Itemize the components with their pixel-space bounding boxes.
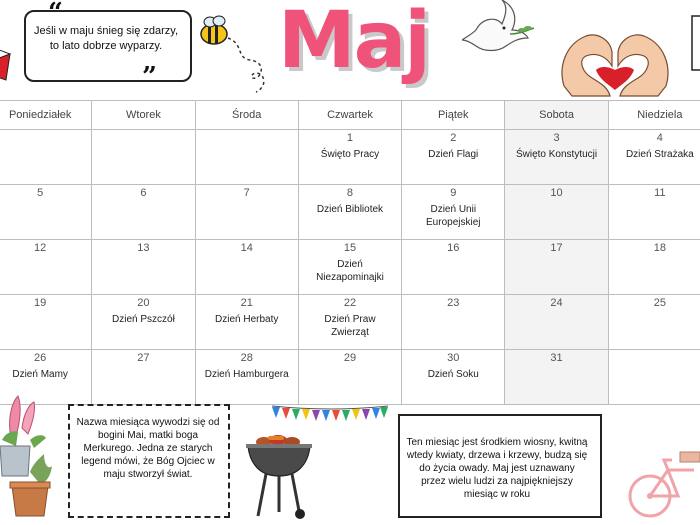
day-event [196, 256, 298, 258]
day-event: Dzień Praw Zwierząt [324, 314, 376, 338]
day-event: Dzień Hamburgera [204, 369, 289, 380]
fact-text-right: Ten miesiąc jest środkiem wiosny, kwitną wtedy kwiaty, drzewa i krzewy, budzą się do życia owady. Maj jest uznawany przez wielu ludzi za najpiękniejszy miesiąc w roku [406, 437, 588, 500]
day-cell [92, 350, 195, 405]
day-number: 27 [137, 352, 150, 364]
day-cell [402, 185, 505, 240]
day-number: 4 [656, 132, 663, 144]
weekday-thursday: Czwartek [298, 101, 401, 130]
day-number: 3 [553, 132, 560, 144]
week-row [0, 350, 700, 405]
week-row [0, 130, 700, 185]
day-cell [608, 185, 700, 240]
weekday-monday: Poniedziałek [0, 101, 92, 130]
day-number: 16 [447, 242, 460, 254]
day-event: Dzień Unii Europejskiej [426, 204, 481, 228]
day-event: Dzień Flagi [428, 149, 479, 160]
day-cell [92, 185, 195, 240]
day-event [609, 256, 700, 258]
day-number: 25 [653, 297, 666, 309]
day-event: Dzień Soku [427, 369, 479, 380]
day-cell [608, 130, 700, 185]
day-number: 1 [346, 132, 354, 144]
week-row [0, 240, 700, 295]
day-cell [298, 240, 401, 295]
day-cell [92, 240, 195, 295]
day-event [92, 146, 194, 148]
day-event [196, 201, 298, 203]
day-event: Dzień Niezapominajki [316, 259, 384, 283]
day-number: 20 [137, 297, 150, 309]
open-quote-icon: “ [48, 0, 63, 28]
day-number: 31 [550, 352, 563, 364]
day-cell [195, 130, 298, 185]
barbecue-grill-icon [242, 432, 316, 525]
day-cell [505, 130, 608, 185]
day-number: 21 [240, 297, 253, 309]
day-number: 26 [34, 352, 47, 364]
page-title: Maj [278, 0, 429, 86]
day-number: 11 [654, 187, 666, 199]
weekday-tuesday: Wtorek [92, 101, 195, 130]
day-number: 13 [137, 242, 150, 254]
day-cell [195, 185, 298, 240]
weekday-saturday: Sobota [505, 101, 608, 130]
frame-decoration-icon [690, 14, 700, 79]
day-cell [608, 295, 700, 350]
day-cell [298, 185, 401, 240]
day-event: Dzień Strażaka [625, 149, 694, 160]
day-number: 29 [343, 352, 357, 364]
day-event [609, 366, 700, 368]
close-quote-icon: ” [142, 62, 157, 92]
day-event: Święto Konstytucji [515, 149, 598, 160]
day-number [609, 352, 700, 366]
day-cell [505, 240, 608, 295]
day-event [92, 256, 194, 258]
day-event: Dzień Bibliotek [316, 204, 384, 215]
day-number [196, 132, 298, 146]
flower-pot-icon [0, 392, 60, 525]
day-cell [402, 295, 505, 350]
day-number: 5 [37, 187, 44, 199]
day-event [0, 311, 91, 313]
day-cell [0, 185, 92, 240]
weekday-wednesday: Środa [195, 101, 298, 130]
day-cell [402, 350, 505, 405]
day-cell [195, 295, 298, 350]
day-number [92, 132, 194, 146]
day-event [0, 201, 91, 203]
day-number: 8 [346, 187, 354, 199]
day-event: Dzień Mamy [12, 369, 68, 380]
day-cell [0, 295, 92, 350]
day-event [196, 146, 298, 148]
day-number: 28 [240, 352, 253, 364]
day-event [92, 366, 194, 368]
day-cell [195, 240, 298, 295]
day-event [505, 311, 607, 313]
day-cell [92, 295, 195, 350]
day-event: Święto Pracy [320, 149, 380, 160]
week-row [0, 295, 700, 350]
day-number [0, 132, 91, 146]
day-cell [505, 350, 608, 405]
day-number: 14 [240, 242, 253, 254]
day-event [505, 366, 607, 368]
heart-hands-icon [556, 26, 674, 103]
day-event [609, 201, 700, 203]
weekday-header-row [0, 101, 700, 130]
day-event [609, 311, 700, 313]
dove-icon [462, 0, 536, 71]
bicycle-icon [624, 440, 700, 525]
day-number: 19 [34, 297, 47, 309]
day-event [92, 201, 194, 203]
day-number: 10 [550, 187, 563, 199]
bee-icon [196, 14, 286, 99]
day-event [0, 256, 91, 258]
day-number: 12 [34, 242, 47, 254]
day-number: 18 [653, 242, 666, 254]
flag-icon [0, 46, 14, 91]
day-event: Dzień Herbaty [215, 314, 279, 325]
day-number: 17 [550, 242, 563, 254]
day-event: Dzień Pszczół [112, 314, 175, 325]
quote-text: Jeśli w maju śnieg się zdarzy, to lato dobrze wyparzy. [33, 25, 179, 52]
day-number: 6 [140, 187, 147, 199]
day-cell [92, 130, 195, 185]
bunting-flags-icon [272, 404, 392, 429]
day-event [402, 311, 504, 313]
day-event [0, 146, 91, 148]
day-number: 7 [243, 187, 250, 199]
day-number: 2 [450, 132, 457, 144]
day-number: 22 [343, 297, 357, 309]
day-cell [195, 350, 298, 405]
day-cell [402, 240, 505, 295]
day-event [505, 256, 607, 258]
day-event [402, 256, 504, 258]
fact-text-left: Nazwa miesiąca wywodzi się od bogini Mai, matki boga Merkurego. Jedna ze starych legend mówi, że Bóg Ojciec w maju stworzył świat. [76, 417, 220, 480]
weekday-sunday: Niedziela [608, 101, 700, 130]
day-number: 23 [447, 297, 460, 309]
day-number: 15 [343, 242, 357, 254]
day-event [299, 366, 401, 368]
day-number: 30 [447, 352, 460, 364]
day-cell [0, 130, 92, 185]
day-cell [298, 130, 401, 185]
day-number: 24 [550, 297, 563, 309]
day-cell [608, 350, 700, 405]
day-cell [505, 295, 608, 350]
day-cell [608, 240, 700, 295]
day-cell [0, 240, 92, 295]
day-event [505, 201, 607, 203]
day-cell [505, 185, 608, 240]
day-cell [298, 295, 401, 350]
weekday-friday: Piątek [402, 101, 505, 130]
calendar-grid [0, 100, 700, 405]
day-number: 9 [450, 187, 457, 199]
week-row [0, 185, 700, 240]
day-cell [402, 130, 505, 185]
day-cell [298, 350, 401, 405]
